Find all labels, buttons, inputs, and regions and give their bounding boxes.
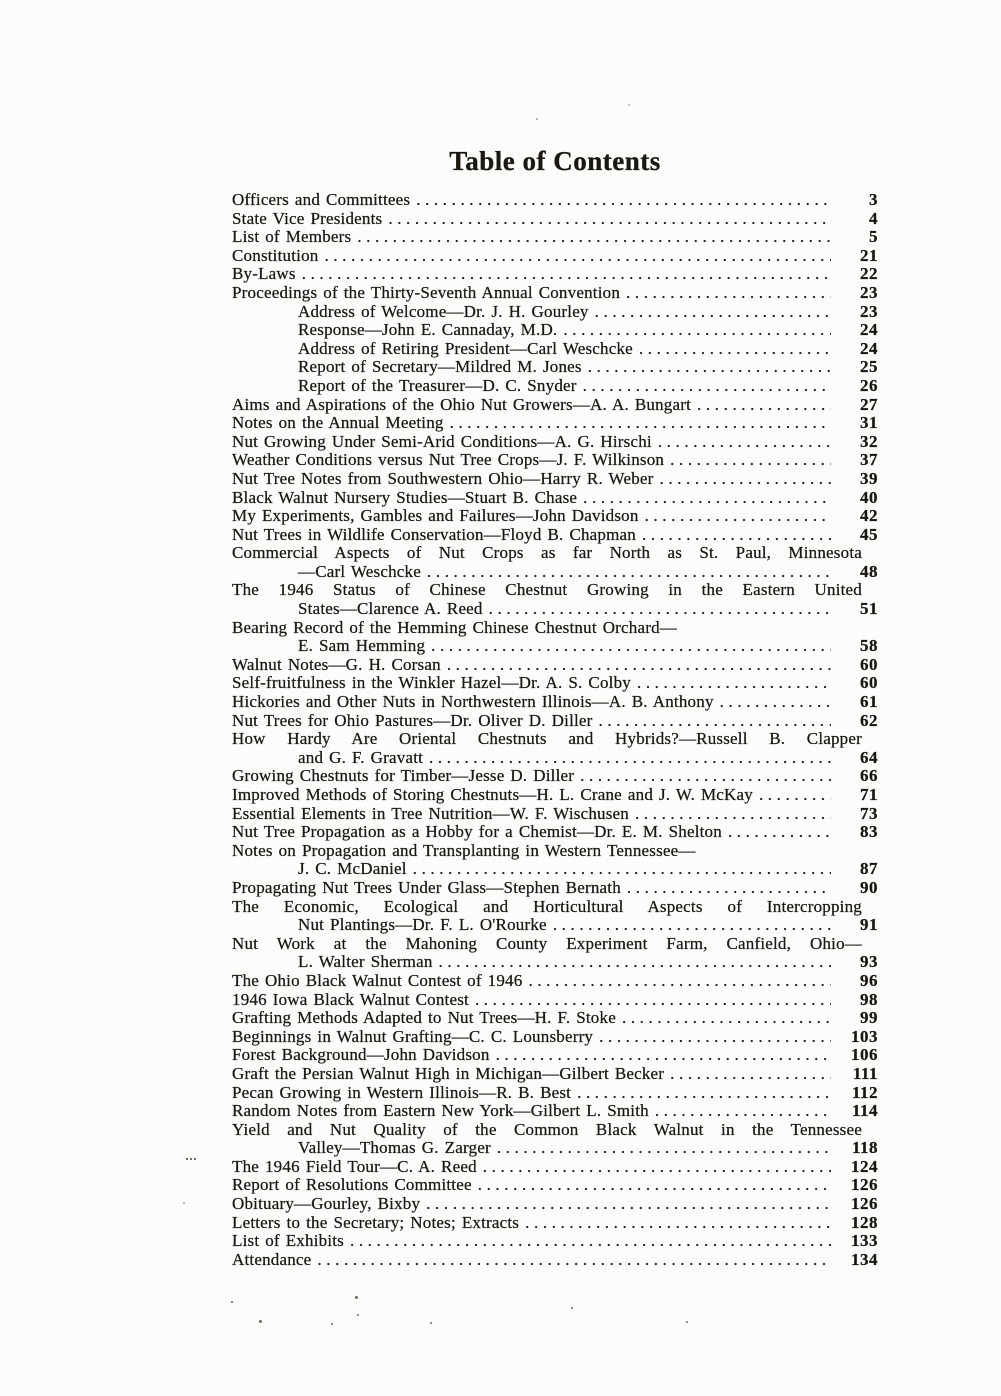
dotted-leader [450,414,831,433]
toc-entry [232,265,878,284]
dotted-leader [639,340,831,359]
toc-entry [232,953,878,972]
toc-entry-title: Nut Trees in Wildlife Conservation—Floyd B. Chapman [232,524,636,544]
toc-entry-title: Nut Trees for Ohio Pastures—Dr. Oliver D. Diller [232,710,593,730]
dotted-leader [595,303,831,322]
toc-entry [232,433,878,452]
toc-entry-wrap-line: Yield and Nut Quality of the Common Black Walnut in the Tennessee [232,1120,862,1139]
dotted-leader [583,489,831,508]
toc-entry [232,1176,878,1195]
toc-entry-page: 45 [860,524,878,544]
toc-entry-page: 71 [860,785,878,804]
dotted-leader [720,693,831,712]
dotted-leader [528,972,831,991]
toc-entry-page: 61 [860,692,878,712]
toc-entry-page: 128 [851,1212,878,1232]
scan-speck [186,1158,196,1160]
toc-entry-title: J. C. McDaniel [298,859,407,879]
dotted-leader [496,1046,831,1065]
toc-entry [232,674,878,693]
dotted-leader [660,470,832,489]
toc-entry-title: Report of Resolutions Committee [232,1175,472,1195]
toc-entry-title: Graft the Persian Walnut High in Michigan—Gilbert Becker [232,1063,665,1083]
toc-entry-title: Forest Background—John Davidson [232,1045,490,1065]
dotted-leader [645,507,831,526]
dotted-leader [427,563,831,582]
dotted-leader [635,805,831,824]
scan-speck [357,1314,359,1316]
toc-entry-page: 32 [860,431,878,451]
toc-entry-title: E. Sam Hemming [298,636,426,656]
toc-entry-title: Attendance [232,1249,312,1269]
dotted-leader [626,284,831,303]
toc-entry [232,563,878,582]
toc-entry [232,1158,878,1177]
dotted-leader [439,953,831,972]
toc-entry-title: Address of Welcome—Dr. J. H. Gourley [298,301,589,321]
dotted-leader [583,377,831,396]
toc-entry [232,1009,878,1028]
toc-entry-title: Grafting Methods Adapted to Nut Trees—H. F. Stoke [232,1008,616,1028]
toc-entry [232,340,878,359]
toc-entry-title: Pecan Growing in Western Illinois—R. B. Best [232,1082,572,1102]
dotted-leader [302,265,831,284]
scan-speck [331,1323,333,1325]
toc-entry-title: Random Notes from Eastern New York—Gilbert L. Smith [232,1101,649,1121]
toc-entry [232,823,878,842]
toc-entry-title: Improved Methods of Storing Chestnuts—H. L. Crane and J. W. McKay [232,785,753,804]
toc-entry-title: Essential Elements in Tree Nutrition—W. F. Wischusen [232,803,630,823]
toc-entry-title: List of Exhibits [232,1231,344,1251]
dotted-leader [580,767,831,786]
toc-entry [232,712,878,731]
toc-entry [232,1195,878,1214]
toc-entry-title: Black Walnut Nursery Studies—Stuart B. Chase [232,487,578,507]
dotted-leader [642,526,831,545]
toc-entry [232,860,878,879]
toc-entry [232,916,878,935]
toc-entry-title: Report of Secretary—Mildred M. Jones [298,357,582,377]
toc-entry [232,526,878,545]
dotted-leader [637,674,831,693]
dotted-leader [447,656,831,675]
page-title: Table of Contents [449,146,661,176]
toc-list [232,191,878,1269]
dotted-leader [599,1028,831,1047]
toc-entry-page: 73 [860,803,878,823]
toc-entry [232,470,878,489]
toc-entry-title: Officers and Committees [232,190,411,209]
dotted-leader [599,712,831,731]
dotted-leader [416,191,831,210]
toc-entry-title: The Ohio Black Walnut Contest of 1946 [232,970,523,990]
toc-entry-title: Beginnings in Walnut Grafting—C. C. Lounsberry [232,1026,594,1046]
toc-entry-page: 99 [860,1008,878,1028]
toc-entry-title: Valley—Thomas G. Zarger [298,1138,491,1158]
toc-entry [232,1065,878,1084]
toc-entry [232,1214,878,1233]
dotted-leader [577,1084,831,1103]
toc-entry [232,1232,878,1251]
toc-entry-page: 24 [860,338,878,358]
toc-entry-title: L. Walter Sherman [298,952,433,972]
toc-entry-page: 60 [860,673,878,693]
scan-speck [536,118,538,120]
toc-entry [232,377,878,396]
toc-entry [232,321,878,340]
toc-entry-page: 111 [852,1063,878,1083]
toc-entry-title: Walnut Notes—G. H. Corsan [232,654,441,674]
toc-entry-wrap-line: Bearing Record of the Hemming Chinese Chestnut Orchard— [232,618,677,637]
toc-entry [232,210,878,229]
toc-entry-title: Nut Plantings—Dr. F. L. O'Rourke [298,915,547,935]
toc-entry-title: Proceedings of the Thirty-Seventh Annual Convention [232,282,621,302]
toc-entry-title: Response—John E. Cannaday, M.D. [298,320,558,340]
toc-entry-page: 66 [860,766,878,786]
toc-entry [232,303,878,322]
toc-entry [232,507,878,526]
toc-entry [232,637,878,656]
toc-entry-page: 114 [851,1101,878,1121]
toc-entry-page: 37 [860,450,878,470]
toc-entry-page: 24 [860,320,878,340]
toc-entry-page: 31 [860,413,878,433]
toc-entry [232,656,878,675]
toc-entry-page: 5 [869,227,878,247]
toc-entry-page: 83 [860,822,878,842]
toc-entry-page: 87 [860,859,878,879]
toc-entry [232,414,878,433]
toc-entry [232,1102,878,1121]
toc-entry-wrap-line: How Hardy Are Oriental Chestnuts and Hybrids?—Russell B. Clapper [232,730,862,749]
toc-entry-title: —Carl Weschcke [298,561,421,581]
toc-content [232,146,878,1269]
dotted-leader [553,916,831,935]
scan-speck [628,104,630,106]
toc-entry [232,1046,878,1065]
toc-entry-page: 90 [860,877,878,897]
toc-entry-page: 103 [851,1026,878,1046]
toc-entry-page: 23 [860,282,878,302]
toc-entry-wrap-line: Commercial Aspects of Nut Crops as far North as St. Paul, Minnesota [232,544,862,563]
dotted-leader [413,860,831,879]
toc-entry-page: 124 [851,1156,878,1176]
toc-entry-title: Address of Retiring President—Carl Weschcke [298,338,633,358]
toc-entry-page: 21 [860,245,878,265]
dotted-leader [489,600,831,619]
toc-entry [232,767,878,786]
dotted-leader [475,991,831,1010]
toc-entry-page: 118 [851,1138,878,1158]
toc-entry-title: Nut Growing Under Semi-Arid Conditions—A. G. Hirschi [232,431,652,451]
dotted-leader [388,210,831,229]
dotted-leader [622,1009,831,1028]
scan-speck [355,1296,358,1299]
toc-entry [232,991,878,1010]
toc-entry [232,1084,878,1103]
dotted-leader [324,247,831,266]
toc-entry [232,451,878,470]
dotted-leader [627,879,831,898]
toc-entry [232,228,878,247]
dotted-leader [670,1065,831,1084]
toc-entry [232,191,878,210]
toc-entry [232,284,878,303]
toc-entry-wrap-line: Notes on Propagation and Transplanting in Western Tennessee— [232,841,696,860]
toc-entry-wrap-line: The 1946 Status of Chinese Chestnut Growing in the Eastern United [232,581,862,600]
toc-entry-title: 1946 Iowa Black Walnut Contest [232,989,469,1009]
toc-entry-title: Constitution [232,245,319,265]
toc-entry-page: 98 [860,989,878,1009]
toc-entry [232,1139,878,1158]
toc-entry-page: 51 [860,599,878,619]
toc-entry-title: State Vice Presidents [232,208,383,228]
toc-entry-page: 58 [860,636,878,656]
toc-entry-page: 40 [860,487,878,507]
toc-entry [232,972,878,991]
toc-entry-title: States—Clarence A. Reed [298,599,483,619]
scan-speck [259,1320,262,1323]
scan-speck [430,1322,432,1324]
dotted-leader [483,1158,831,1177]
dotted-leader [658,433,831,452]
scan-speck [571,1307,573,1309]
toc-entry-page: 126 [851,1194,878,1214]
dotted-leader [655,1102,831,1121]
toc-entry [232,805,878,824]
toc-entry-title: The 1946 Field Tour—C. A. Reed [232,1156,477,1176]
toc-entry-page: 62 [860,710,878,730]
toc-entry-page: 93 [860,952,878,972]
dotted-leader [588,358,831,377]
toc-entry [232,1251,878,1270]
scan-speck [231,1301,233,1303]
toc-entry [232,358,878,377]
toc-entry-page: 134 [851,1249,878,1269]
dotted-leader [563,321,831,340]
toc-entry-page: 48 [860,561,878,581]
toc-entry-page: 126 [851,1175,878,1195]
toc-entry-page: 3 [869,190,878,209]
toc-entry-page: 64 [860,747,878,767]
toc-entry-page: 133 [851,1231,878,1251]
dotted-leader [759,786,831,805]
toc-entry-title: Obituary—Gourley, Bixby [232,1194,421,1214]
dotted-leader [478,1176,831,1195]
toc-entry-page: 60 [860,654,878,674]
dotted-leader [426,1195,831,1214]
toc-entry-page: 26 [860,375,878,395]
dotted-leader [670,451,831,470]
toc-entry-title: and G. F. Gravatt [298,747,424,767]
toc-entry [232,749,878,768]
toc-entry-title: By-Laws [232,264,296,284]
toc-entry-title: Nut Tree Propagation as a Hobby for a Chemist—Dr. E. M. Shelton [232,822,722,842]
toc-entry-page: 4 [869,208,878,228]
toc-entry-title: Report of the Treasurer—D. C. Snyder [298,375,577,395]
toc-entry [232,247,878,266]
scan-speck [686,1321,688,1323]
toc-entry-title: My Experiments, Gambles and Failures—John Davidson [232,506,639,526]
dotted-leader [525,1214,831,1233]
toc-entry-title: Letters to the Secretary; Notes; Extracts [232,1212,520,1232]
toc-entry [232,786,878,805]
toc-entry-title: Growing Chestnuts for Timber—Jesse D. Diller [232,766,575,786]
toc-entry-title: Hickories and Other Nuts in Northwestern Illinois—A. B. Anthony [232,692,714,712]
toc-entry-page: 25 [860,357,878,377]
toc-entry-page: 96 [860,970,878,990]
toc-entry-title: Aims and Aspirations of the Ohio Nut Growers—A. A. Bungart [232,394,692,414]
toc-entry-page: 106 [851,1045,878,1065]
dotted-leader [697,396,831,415]
toc-entry [232,879,878,898]
toc-entry-page: 42 [860,506,878,526]
toc-entry-page: 22 [860,264,878,284]
toc-entry-title: Propagating Nut Trees Under Glass—Stephen Bernath [232,877,621,897]
toc-entry-title: Notes on the Annual Meeting [232,413,444,433]
dotted-leader [350,1232,831,1251]
toc-entry-wrap-line: Nut Work at the Mahoning County Experiment Farm, Canfield, Ohio— [232,934,862,953]
scan-speck [183,1202,185,1204]
toc-entry [232,600,878,619]
toc-entry-page: 112 [851,1082,878,1102]
toc-entry-page: 23 [860,301,878,321]
dotted-leader [357,228,831,247]
toc-entry-title: List of Members [232,227,352,247]
toc-entry [232,396,878,415]
dotted-leader [317,1251,831,1270]
dotted-leader [497,1139,831,1158]
toc-entry [232,1028,878,1047]
toc-entry-title: Self-fruitfulness in the Winkler Hazel—Dr. A. S. Colby [232,673,631,693]
toc-entry [232,693,878,712]
toc-entry-page: 91 [860,915,878,935]
toc-entry [232,489,878,508]
dotted-leader [429,749,831,768]
toc-entry-page: 27 [860,394,878,414]
toc-entry-title: Weather Conditions versus Nut Tree Crops—J. F. Wilkinson [232,450,665,470]
toc-entry-page: 39 [860,468,878,488]
dotted-leader [431,637,831,656]
toc-entry-title: Nut Tree Notes from Southwestern Ohio—Harry R. Weber [232,468,654,488]
dotted-leader [728,823,831,842]
toc-entry-wrap-line: The Economic, Ecological and Horticultural Aspects of Intercropping [232,897,862,916]
